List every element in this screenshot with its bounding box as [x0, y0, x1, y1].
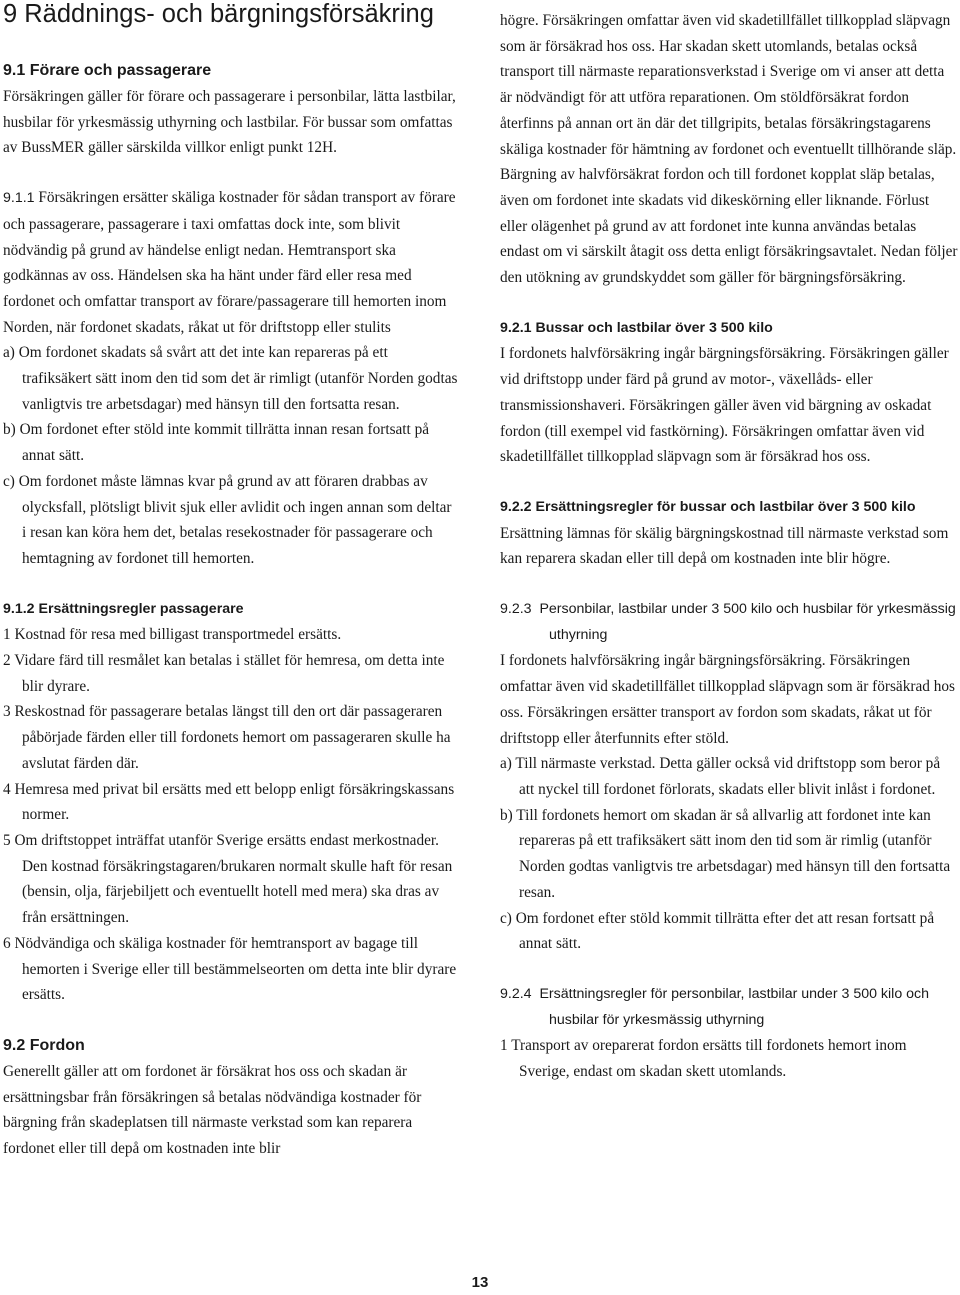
section-9-2-1-heading: 9.2.1 Bussar och lastbilar över 3 500 kilo: [500, 319, 773, 336]
list-item: a) Om fordonet skadats så svårt att det inte kan repareras på ett trafiksäkert sätt inom den tid som det är rimligt (utanför Norden godtas vanligtvis tre arbetsdagar) med hänsyn till den fortsatta resan.: [3, 344, 458, 413]
section-9-1-heading: 9.1 Förare och passagerare: [3, 62, 212, 79]
section-9-2-4-heading: [500, 982, 958, 1033]
left-column: [3, 0, 459, 1162]
list-item: 1 Kostnad för resa med billigast transportmedel ersätts.: [3, 626, 342, 644]
list-item: 6 Nödvändiga och skäliga kostnader för hemtransport av bagage till hemorten i Sverige eller till bestämmelseorten om detta inte blir dyrare ersätts.: [3, 934, 457, 1004]
list-item: b) Till fordonets hemort om skadan är så allvarlig att fordonet inte kan repareras på ett trafiksäkert sätt inom den tid som är rimlig (utanför Norden godtas vanligtvis tre arbetsdagar) med hänsyn till den fortsatta resan.: [500, 806, 951, 901]
section-9-1-body: Försäkringen gäller för förare och passagerare i personbilar, lätta lastbilar, husbilar för yrkesmässig uthyrning och lastbilar. För bussar som omfattas av BussMER gäller särskilda villkor enligt punkt 12H.: [3, 88, 456, 157]
section-9-2-heading: 9.2 Fordon: [3, 1036, 85, 1054]
list-item: 1 Transport av oreparerat fordon ersätts till fordonets hemort inom Sverige, endast om skadan skett utomlands.: [500, 1037, 907, 1081]
section-9-2-3-body: I fordonets halvförsäkring ingår bärgningsförsäkring. Försäkringen omfattar även vid skadetillfället tillkopplad släpvagn som är försäkrad hos oss. Försäkringen ersätter transport av fordon som skadats, råkat ut för driftstopp eller återfunnits efter stöld.: [500, 652, 955, 747]
list-item: 2 Vidare färd till resmålet kan betalas i stället för hemresa, om detta inte blir dyrare.: [3, 652, 445, 695]
chapter-title: 9 Räddnings- och bärgningsförsäkring: [3, 0, 434, 28]
section-9-1-1-paragraph: [3, 185, 459, 340]
list-item: c) Om fordonet efter stöld kommit tillrätta efter det att resan fortsatt på annat sätt.: [500, 909, 935, 953]
right-column: [500, 8, 958, 1085]
list-item: b) Om fordonet efter stöld inte kommit tillrätta innan resan fortsatt på annat sätt.: [3, 421, 430, 465]
section-9-2-2-heading: 9.2.2 Ersättningsregler för bussar och lastbilar över 3 500 kilo: [500, 498, 916, 515]
section-9-1-2-heading: 9.1.2 Ersättningsregler passagerare: [3, 600, 244, 617]
section-9-2-3-title: Personbilar, lastbilar under 3 500 kilo och husbilar för yrkesmässig uthyrning: [539, 601, 956, 643]
page-number: 13: [471, 1274, 489, 1291]
list-item: 3 Reskostnad för passagerare betalas längst till den ort där passageraren påbörjade färden eller till fordonets hemort om passageraren skulle ha avslutat färden där.: [3, 703, 451, 772]
section-9-2-4-title: Ersättningsregler för personbilar, lastbilar under 3 500 kilo och husbilar för yrkesmässig uthyrning: [539, 985, 930, 1028]
list-item: 4 Hemresa med privat bil ersätts med ett belopp enligt försäkringskassans normer.: [3, 780, 455, 824]
section-9-1-1-body: Försäkringen ersätter skäliga kostnader för sådan transport av förare och passagerare, passagerare i taxi omfattas dock inte, som blivit nödvändig på grund av händelse enligt nedan. Hemtransport ska godkännas av oss. Händelsen ska ha hänt under färd eller resa med fordonet och omfattar transport av förare/passagerare till hemorten inom Norden, när fordonet skadats, råkat ut för driftstopp eller stulits: [3, 189, 456, 336]
section-9-2-3-number: 9.2.3: [500, 601, 532, 618]
list-item: c) Om fordonet måste lämnas kvar på grund av att föraren drabbas av olycksfall, plötsligt blivit sjuk eller avlidit och ingen annan som deltar i resan kan köra hem det, betalas resekostnader för passagerare och hemtagning av fordonet till hemorten.: [3, 472, 452, 567]
section-9-2-body: Generellt gäller att om fordonet är försäkrat hos oss och skadan är ersättningsbar från försäkringen så betalas nödvändiga kostnader för bärgning från skadeplatsen till närmaste verkstad som kan reparera fordonet eller till depå om kostnaden inte blir: [3, 1062, 422, 1158]
list-item: a) Till närmaste verkstad. Detta gäller också vid driftstopp som beror på att nyckel till fordonet förlorats, skadats eller blivit inlåst i fordonet.: [500, 755, 941, 798]
section-9-2-3-heading: [500, 597, 958, 648]
section-9-2-1-body: I fordonets halvförsäkring ingår bärgningsförsäkring. Försäkringen gäller vid driftstopp under färd på grund av motor-, växellåds- eller transmissionshaveri. Försäkringen gäller även vid bärgning av oskadat fordon (till exempel vid fastkörning). Försäkringen omfattar även vid skadetillfället tillkopplad släpvagn som är försäkrad hos oss.: [500, 345, 949, 466]
list-item: 5 Om driftstoppet inträffat utanför Sverige ersätts endast merkostnader. Den kostnad försäkringstagaren/brukaren normalt skulle haft för resan (bensin, olja, färjebiljett och eventuellt hotell med mera) ska dras av från ersättningen.: [3, 831, 453, 927]
section-9-2-2-body: Ersättning lämnas för skälig bärgningskostnad till närmaste verkstad som kan reparera skadan eller till depå om kostnaden inte blir högre.: [500, 524, 949, 568]
section-9-1-1-number: 9.1.1: [3, 190, 35, 207]
section-9-2-4-number: 9.2.4: [500, 985, 532, 1002]
section-9-2-continued: högre. Försäkringen omfattar även vid skadetillfället tillkopplad släpvagn som är försäkrad hos oss. Har skadan skett utomlands, betalas också transport till närmaste reparationsverkstad i Sverige om vi anser att detta är nödvändigt för att utföra reparationen. Om stöldförsäkrat fordon återfinns på annan ort än där det tillgripits, betalas försäkringstagarens skäliga kostnader för hämtning av fordonet och eventuellt tillhörande släp. Bärgning av halvförsäkrat fordon och till fordonet kopplat släp betalas, även om fordonet inte skadats vid dikeskörning eller liknande. Förlust eller olägenhet på grund av att fordonet inte kunna användas betalas endast om vi särskilt åtagit oss detta enligt försäkringsavtalet. Nedan följer den utökning av grundskyddet som gäller för bärgningsförsäkring.: [500, 12, 958, 287]
